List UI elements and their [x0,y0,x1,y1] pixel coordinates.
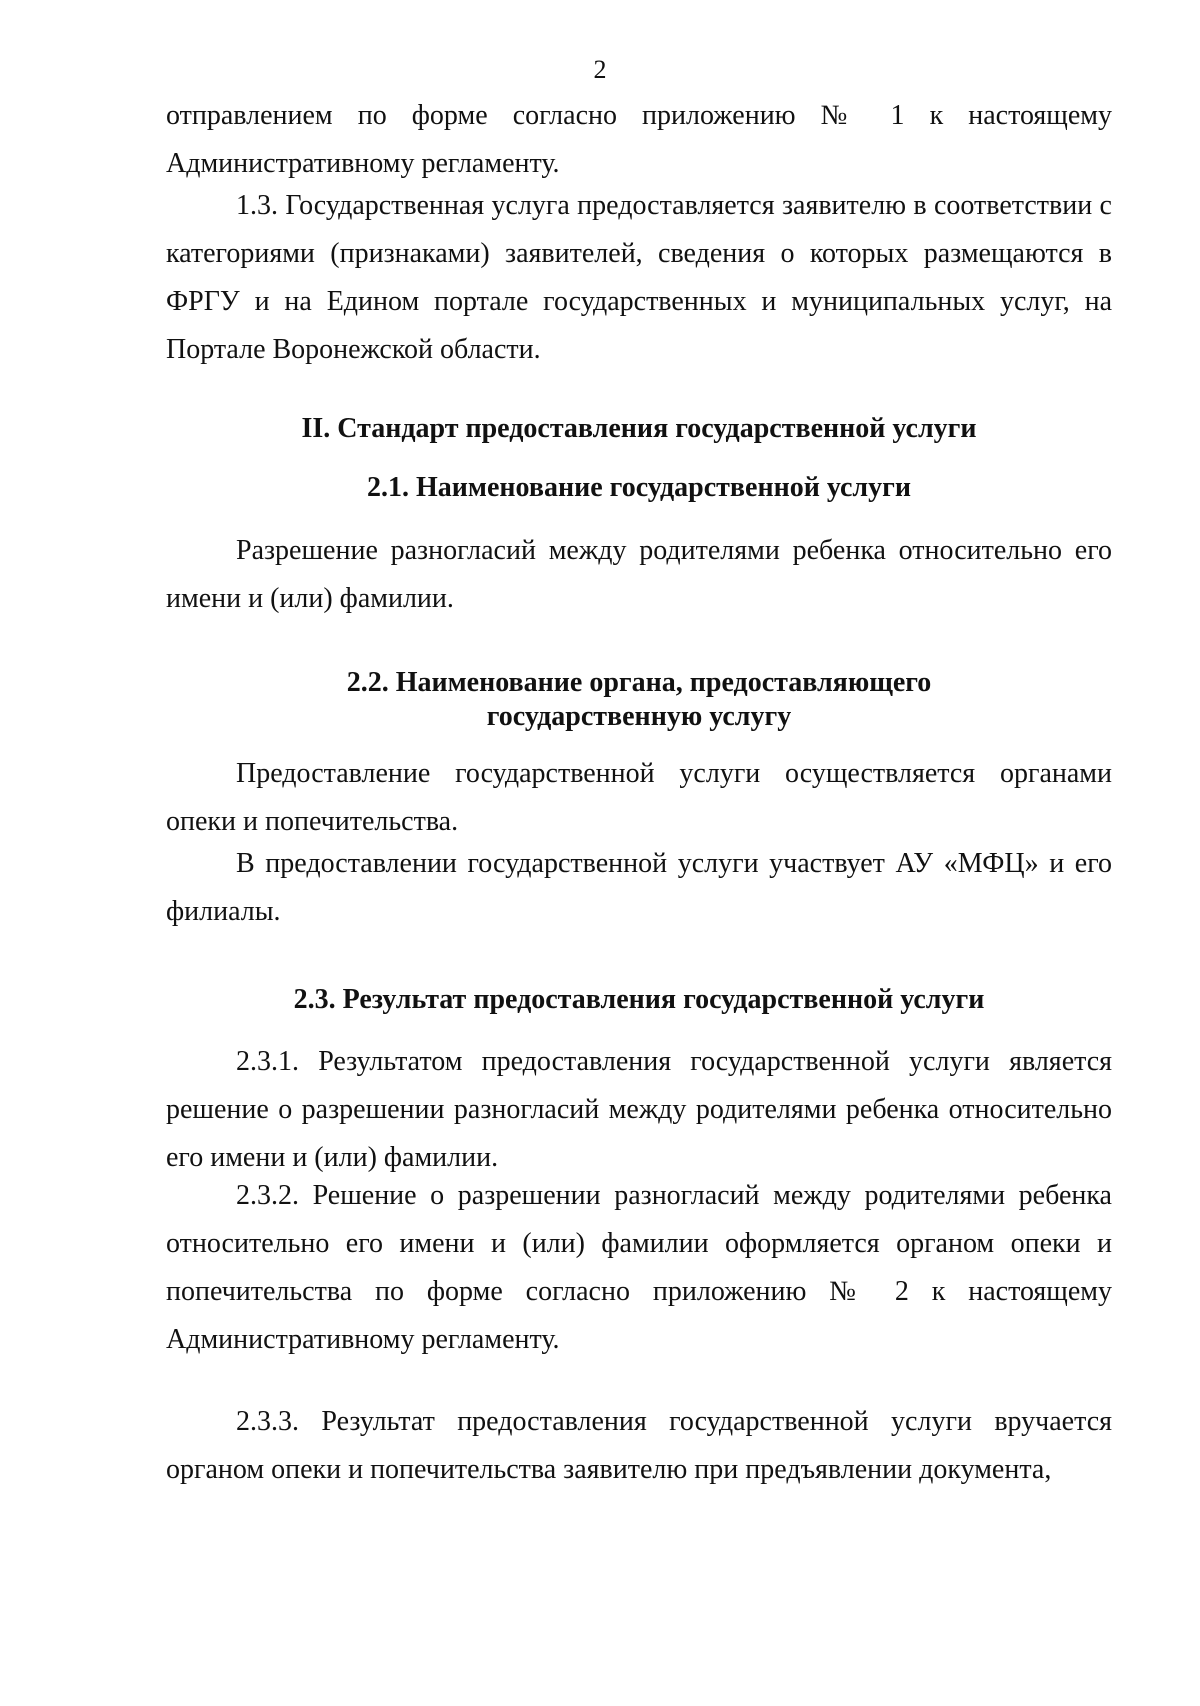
section-ii-heading [166,412,1112,446]
paragraph-text: отправлением по форме согласно приложению № 1 к настоящему Административному регламенту. [166,100,1112,179]
heading-2-1 [166,471,1112,505]
paragraph-text: 2.3.1. Результатом предоставления государственной услуги является решение о разрешении разногласий между родителями ребенка относительно его имени и (или) фамилии. [166,1046,1112,1173]
paragraph-text: 2.3.2. Решение о разрешении разногласий между родителями ребенка относительно его имени и (или) фамилии оформляется органом опеки и попечительства по форме согласно приложению № 2 к настоящему Административному регламенту. [166,1180,1112,1355]
paragraph-2-2-a [166,750,1112,846]
paragraph-text: Предоставление государственной услуги осуществляется органами опеки и попечительства. [166,758,1112,837]
page-number: 2 [593,55,607,84]
paragraph-text: 1.3. Государственная услуга предоставляется заявителю в соответствии с категориями (признаками) заявителей, сведения о которых размещаются в ФРГУ и на Едином портале государственных и муниципальных услуг, на Портале Воронежской области. [166,190,1112,365]
section-heading: II. Стандарт предоставления государственной услуги [301,413,977,444]
heading-2-2 [166,666,1112,734]
heading-2-3 [166,983,1112,1017]
paragraph-2-2-b [166,840,1112,936]
paragraph-top [166,92,1112,188]
paragraph-2-3-1 [166,1038,1112,1182]
paragraph-text: 2.3.3. Результат предоставления государственной услуги вручается органом опеки и попечительства заявителю при предъявлении документа, [166,1406,1112,1485]
subsection-heading-line2: государственную услугу [486,701,792,732]
paragraph-text: В предоставлении государственной услуги участвует АУ «МФЦ» и его филиалы. [166,848,1112,927]
subsection-heading: 2.1. Наименование государственной услуги [367,472,911,503]
subsection-heading: 2.3. Результат предоставления государственной услуги [293,984,985,1015]
subsection-heading-line1: 2.2. Наименование органа, предоставляющего [346,667,932,698]
paragraph-2-3-2 [166,1172,1112,1364]
paragraph-2-3-3 [166,1398,1112,1494]
paragraph-text: Разрешение разногласий между родителями ребенка относительно его имени и (или) фамилии. [166,535,1112,614]
paragraph-1-3 [166,182,1112,374]
paragraph-2-1 [166,527,1112,623]
